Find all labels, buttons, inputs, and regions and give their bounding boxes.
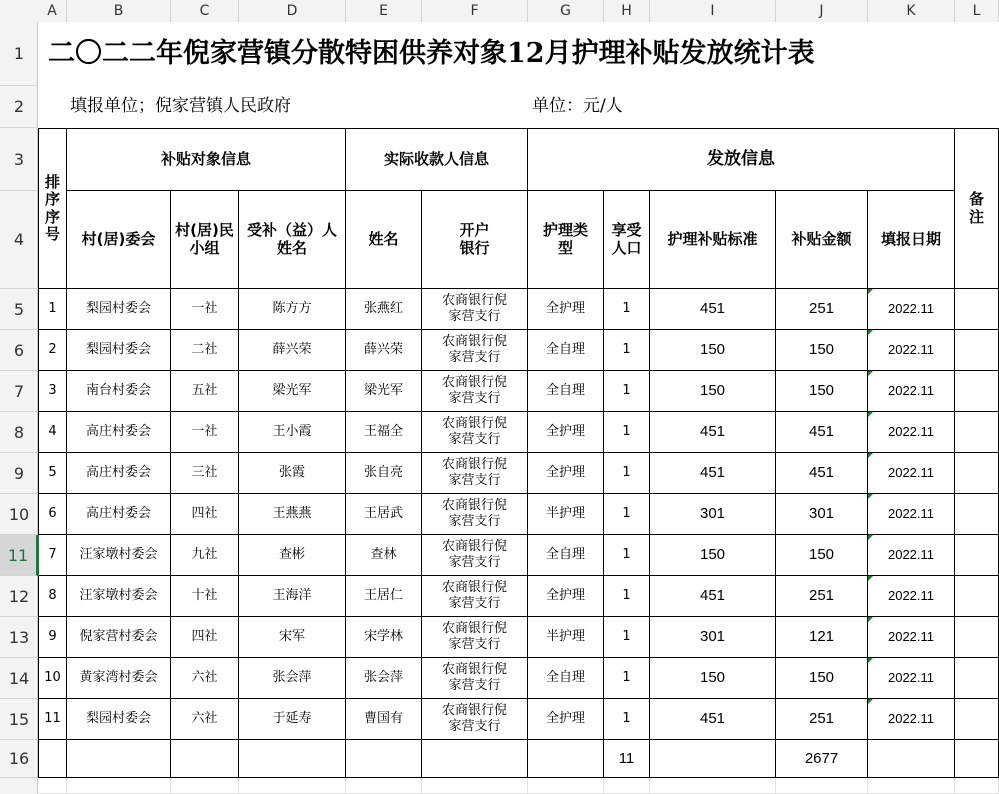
cell-amount[interactable]: 251 <box>776 576 868 617</box>
cell-beneficiary[interactable]: 宋军 <box>239 617 346 658</box>
cell-care-type[interactable]: 全自理 <box>528 371 604 412</box>
cell-payee[interactable]: 张燕红 <box>346 289 422 330</box>
cell-persons[interactable]: 1 <box>604 289 650 330</box>
cell-seq[interactable]: 6 <box>38 494 67 535</box>
row-header-2[interactable]: 2 <box>0 86 38 128</box>
header-bank[interactable]: 开户银行 <box>422 191 528 289</box>
cell-payee[interactable]: 王福全 <box>346 412 422 453</box>
row-header-5[interactable]: 5 <box>0 289 38 330</box>
total-cell-seq[interactable] <box>38 740 67 778</box>
cell-beneficiary[interactable]: 查彬 <box>239 535 346 576</box>
cell-seq[interactable]: 7 <box>38 535 67 576</box>
cell-group[interactable]: 三社 <box>171 453 239 494</box>
cell-group[interactable]: 一社 <box>171 289 239 330</box>
cell-bank[interactable]: 农商银行倪家营支行 <box>422 330 528 371</box>
cell-group[interactable]: 十社 <box>171 576 239 617</box>
cell-amount[interactable]: 150 <box>776 371 868 412</box>
cell-beneficiary[interactable]: 于延寿 <box>239 699 346 740</box>
cell-bank[interactable]: 农商银行倪家营支行 <box>422 576 528 617</box>
column-header-g[interactable]: G <box>528 0 604 22</box>
cell-date[interactable]: 2022.11 <box>868 371 955 412</box>
cell-beneficiary[interactable]: 张会萍 <box>239 658 346 699</box>
column-header-d[interactable]: D <box>239 0 346 22</box>
cell-seq[interactable]: 9 <box>38 617 67 658</box>
cell-bank[interactable]: 农商银行倪家营支行 <box>422 289 528 330</box>
cell-standard[interactable]: 301 <box>650 617 776 658</box>
total-persons[interactable]: 11 <box>604 740 650 778</box>
cell-remarks[interactable] <box>955 535 999 576</box>
cell-persons[interactable]: 1 <box>604 535 650 576</box>
row-header-11[interactable]: 11 <box>0 535 38 576</box>
cell-beneficiary[interactable]: 张霞 <box>239 453 346 494</box>
cell-remarks[interactable] <box>955 453 999 494</box>
cell-beneficiary[interactable]: 王海洋 <box>239 576 346 617</box>
header-payee-info[interactable]: 实际收款人信息 <box>346 128 528 191</box>
cell-group[interactable]: 一社 <box>171 412 239 453</box>
cell-date[interactable]: 2022.11 <box>868 494 955 535</box>
cell-seq[interactable]: 1 <box>38 289 67 330</box>
cell-seq[interactable]: 11 <box>38 699 67 740</box>
cell-village[interactable]: 南台村委会 <box>67 371 171 412</box>
cell-group[interactable]: 六社 <box>171 658 239 699</box>
cell-amount[interactable]: 150 <box>776 330 868 371</box>
cell-care-type[interactable]: 全护理 <box>528 453 604 494</box>
cell-care-type[interactable]: 全护理 <box>528 699 604 740</box>
cell-beneficiary[interactable]: 薛兴荣 <box>239 330 346 371</box>
cell-amount[interactable]: 451 <box>776 453 868 494</box>
reporting-unit[interactable]: 填报单位；倪家营镇人民政府 <box>38 86 528 128</box>
header-subsidy-info[interactable]: 补贴对象信息 <box>67 128 346 191</box>
column-header-bar <box>0 0 999 23</box>
cell-bank[interactable]: 农商银行倪家营支行 <box>422 494 528 535</box>
row-header-7[interactable]: 7 <box>0 371 38 412</box>
cell-amount[interactable]: 251 <box>776 699 868 740</box>
cell-care-type[interactable]: 全自理 <box>528 330 604 371</box>
total-cell-payee[interactable] <box>346 740 422 778</box>
row-header-3[interactable]: 3 <box>0 128 38 191</box>
cell-beneficiary[interactable]: 王燕燕 <box>239 494 346 535</box>
header-amount[interactable]: 补贴金额 <box>776 191 868 289</box>
column-header-e[interactable]: E <box>346 0 422 22</box>
header-seq[interactable]: 排序序号 <box>38 128 67 289</box>
cell-beneficiary[interactable]: 梁光军 <box>239 371 346 412</box>
cell-standard[interactable]: 451 <box>650 576 776 617</box>
cell-village[interactable]: 梨园村委会 <box>67 699 171 740</box>
cell-care-type[interactable]: 全护理 <box>528 289 604 330</box>
column-header-j[interactable]: J <box>776 0 868 22</box>
cell-persons[interactable]: 1 <box>604 453 650 494</box>
header-care-type[interactable]: 护理类型 <box>528 191 604 289</box>
row-header-8[interactable]: 8 <box>0 412 38 453</box>
cell-standard[interactable]: 451 <box>650 412 776 453</box>
cell-date[interactable]: 2022.11 <box>868 412 955 453</box>
cell-seq[interactable]: 8 <box>38 576 67 617</box>
header-standard[interactable]: 护理补贴标准 <box>650 191 776 289</box>
cell-amount[interactable]: 121 <box>776 617 868 658</box>
cell-amount[interactable]: 251 <box>776 289 868 330</box>
cell-date[interactable]: 2022.11 <box>868 699 955 740</box>
cell-remarks[interactable] <box>955 289 999 330</box>
cell-standard[interactable]: 451 <box>650 289 776 330</box>
cell-care-type[interactable]: 全护理 <box>528 576 604 617</box>
header-persons[interactable]: 享受人口 <box>604 191 650 289</box>
cell-bank[interactable]: 农商银行倪家营支行 <box>422 412 528 453</box>
cell-seq[interactable]: 2 <box>38 330 67 371</box>
cell-village[interactable]: 汪家墩村委会 <box>67 576 171 617</box>
cell-beneficiary[interactable]: 陈方方 <box>239 289 346 330</box>
cell-seq[interactable]: 4 <box>38 412 67 453</box>
cell-standard[interactable]: 451 <box>650 453 776 494</box>
cell-group[interactable]: 五社 <box>171 371 239 412</box>
row-header-1[interactable]: 1 <box>0 22 38 86</box>
cell-bank[interactable]: 农商银行倪家营支行 <box>422 371 528 412</box>
cell-group[interactable]: 四社 <box>171 617 239 658</box>
cell-persons[interactable]: 1 <box>604 699 650 740</box>
column-header-c[interactable]: C <box>171 0 239 22</box>
unit-label[interactable]: 单位：元/人 <box>528 86 999 128</box>
row-header-10[interactable]: 10 <box>0 494 38 535</box>
cell-care-type[interactable]: 全自理 <box>528 535 604 576</box>
sheet-title[interactable]: 二〇二二年倪家营镇分散特困供养对象12月护理补贴发放统计表 <box>38 22 999 86</box>
cell-bank[interactable]: 农商银行倪家营支行 <box>422 699 528 740</box>
cell-remarks[interactable] <box>955 371 999 412</box>
cell-remarks[interactable] <box>955 412 999 453</box>
cell-date[interactable]: 2022.11 <box>868 658 955 699</box>
cell-village[interactable]: 倪家营村委会 <box>67 617 171 658</box>
row-header-9[interactable]: 9 <box>0 453 38 494</box>
cell-persons[interactable]: 1 <box>604 371 650 412</box>
cell-care-type[interactable]: 半护理 <box>528 617 604 658</box>
cell-seq[interactable]: 3 <box>38 371 67 412</box>
cell-amount[interactable]: 150 <box>776 535 868 576</box>
cell-village[interactable]: 梨园村委会 <box>67 289 171 330</box>
total-cell-remarks[interactable] <box>955 740 999 778</box>
cell-group[interactable]: 四社 <box>171 494 239 535</box>
row-header-4[interactable]: 4 <box>0 191 38 289</box>
total-cell-village[interactable] <box>67 740 171 778</box>
column-header-l[interactable]: L <box>955 0 999 22</box>
row-header-15[interactable]: 15 <box>0 699 38 740</box>
cell-date[interactable]: 2022.11 <box>868 576 955 617</box>
column-header-k[interactable]: K <box>868 0 955 22</box>
cell-remarks[interactable] <box>955 576 999 617</box>
cell-group[interactable]: 二社 <box>171 330 239 371</box>
cell-standard[interactable]: 150 <box>650 535 776 576</box>
cell-village[interactable]: 高庄村委会 <box>67 453 171 494</box>
cell-remarks[interactable] <box>955 658 999 699</box>
cell-beneficiary[interactable]: 王小霞 <box>239 412 346 453</box>
header-payee-name[interactable]: 姓名 <box>346 191 422 289</box>
cell-village[interactable]: 梨园村委会 <box>67 330 171 371</box>
cell-payee[interactable]: 宋学林 <box>346 617 422 658</box>
column-header-f[interactable]: F <box>422 0 528 22</box>
cell-date[interactable]: 2022.11 <box>868 330 955 371</box>
cell-payee[interactable]: 曹国有 <box>346 699 422 740</box>
cell-payee[interactable]: 薛兴荣 <box>346 330 422 371</box>
row-header-13[interactable]: 13 <box>0 617 38 658</box>
cell-standard[interactable]: 451 <box>650 699 776 740</box>
total-cell-care-type[interactable] <box>528 740 604 778</box>
total-cell-standard[interactable] <box>650 740 776 778</box>
header-payment-info[interactable]: 发放信息 <box>528 128 955 191</box>
cell-persons[interactable]: 1 <box>604 412 650 453</box>
header-date[interactable]: 填报日期 <box>868 191 955 289</box>
cell-payee[interactable]: 梁光军 <box>346 371 422 412</box>
cell-remarks[interactable] <box>955 330 999 371</box>
cell-group[interactable]: 九社 <box>171 535 239 576</box>
cell-date[interactable]: 2022.11 <box>868 453 955 494</box>
column-header-h[interactable]: H <box>604 0 650 22</box>
header-group[interactable]: 村(居)民小组 <box>171 191 239 289</box>
cell-persons[interactable]: 1 <box>604 576 650 617</box>
column-header-b[interactable]: B <box>67 0 171 22</box>
total-amount[interactable]: 2677 <box>776 740 868 778</box>
cell-payee[interactable]: 张会萍 <box>346 658 422 699</box>
cell-persons[interactable]: 1 <box>604 658 650 699</box>
cell-date[interactable]: 2022.11 <box>868 289 955 330</box>
cell-group[interactable]: 六社 <box>171 699 239 740</box>
cell-amount[interactable]: 451 <box>776 412 868 453</box>
cell-date[interactable]: 2022.11 <box>868 535 955 576</box>
cell-amount[interactable]: 301 <box>776 494 868 535</box>
cell-bank[interactable]: 农商银行倪家营支行 <box>422 658 528 699</box>
header-beneficiary[interactable]: 受补（益）人姓名 <box>239 191 346 289</box>
cell-care-type[interactable]: 全自理 <box>528 658 604 699</box>
cell-village[interactable]: 汪家墩村委会 <box>67 535 171 576</box>
total-cell-date[interactable] <box>868 740 955 778</box>
cell-persons[interactable]: 1 <box>604 330 650 371</box>
cell-seq[interactable]: 5 <box>38 453 67 494</box>
cell-bank[interactable]: 农商银行倪家营支行 <box>422 535 528 576</box>
column-header-i[interactable]: I <box>650 0 776 22</box>
cell-care-type[interactable]: 半护理 <box>528 494 604 535</box>
total-cell-group[interactable] <box>171 740 239 778</box>
cell-standard[interactable]: 150 <box>650 371 776 412</box>
cell-payee[interactable]: 王居仁 <box>346 576 422 617</box>
cell-village[interactable]: 黄家湾村委会 <box>67 658 171 699</box>
cell-village[interactable]: 高庄村委会 <box>67 494 171 535</box>
cell-date[interactable]: 2022.11 <box>868 617 955 658</box>
header-village[interactable]: 村(居)委会 <box>67 191 171 289</box>
selection-indicator <box>37 535 39 576</box>
cell-payee[interactable]: 王居武 <box>346 494 422 535</box>
cell-payee[interactable]: 张自亮 <box>346 453 422 494</box>
cell-care-type[interactable]: 全护理 <box>528 412 604 453</box>
cell-bank[interactable]: 农商银行倪家营支行 <box>422 617 528 658</box>
cell-persons[interactable]: 1 <box>604 494 650 535</box>
cell-remarks[interactable] <box>955 617 999 658</box>
cell-seq[interactable]: 10 <box>38 658 67 699</box>
cell-payee[interactable]: 查林 <box>346 535 422 576</box>
cell-standard[interactable]: 150 <box>650 658 776 699</box>
cell-amount[interactable]: 150 <box>776 658 868 699</box>
cell-bank[interactable]: 农商银行倪家营支行 <box>422 453 528 494</box>
row-header-16[interactable]: 16 <box>0 740 38 778</box>
header-remarks[interactable]: 备注 <box>955 128 999 289</box>
row-header-bar <box>0 22 38 794</box>
cell-persons[interactable]: 1 <box>604 617 650 658</box>
row-header-12[interactable]: 12 <box>0 576 38 617</box>
cell-standard[interactable]: 301 <box>650 494 776 535</box>
cell-remarks[interactable] <box>955 494 999 535</box>
row-header-6[interactable]: 6 <box>0 330 38 371</box>
cell-standard[interactable]: 150 <box>650 330 776 371</box>
column-header-a[interactable]: A <box>38 0 67 22</box>
cell-remarks[interactable] <box>955 699 999 740</box>
cell-village[interactable]: 高庄村委会 <box>67 412 171 453</box>
row-header-14[interactable]: 14 <box>0 658 38 699</box>
total-cell-beneficiary[interactable] <box>239 740 346 778</box>
total-cell-bank[interactable] <box>422 740 528 778</box>
